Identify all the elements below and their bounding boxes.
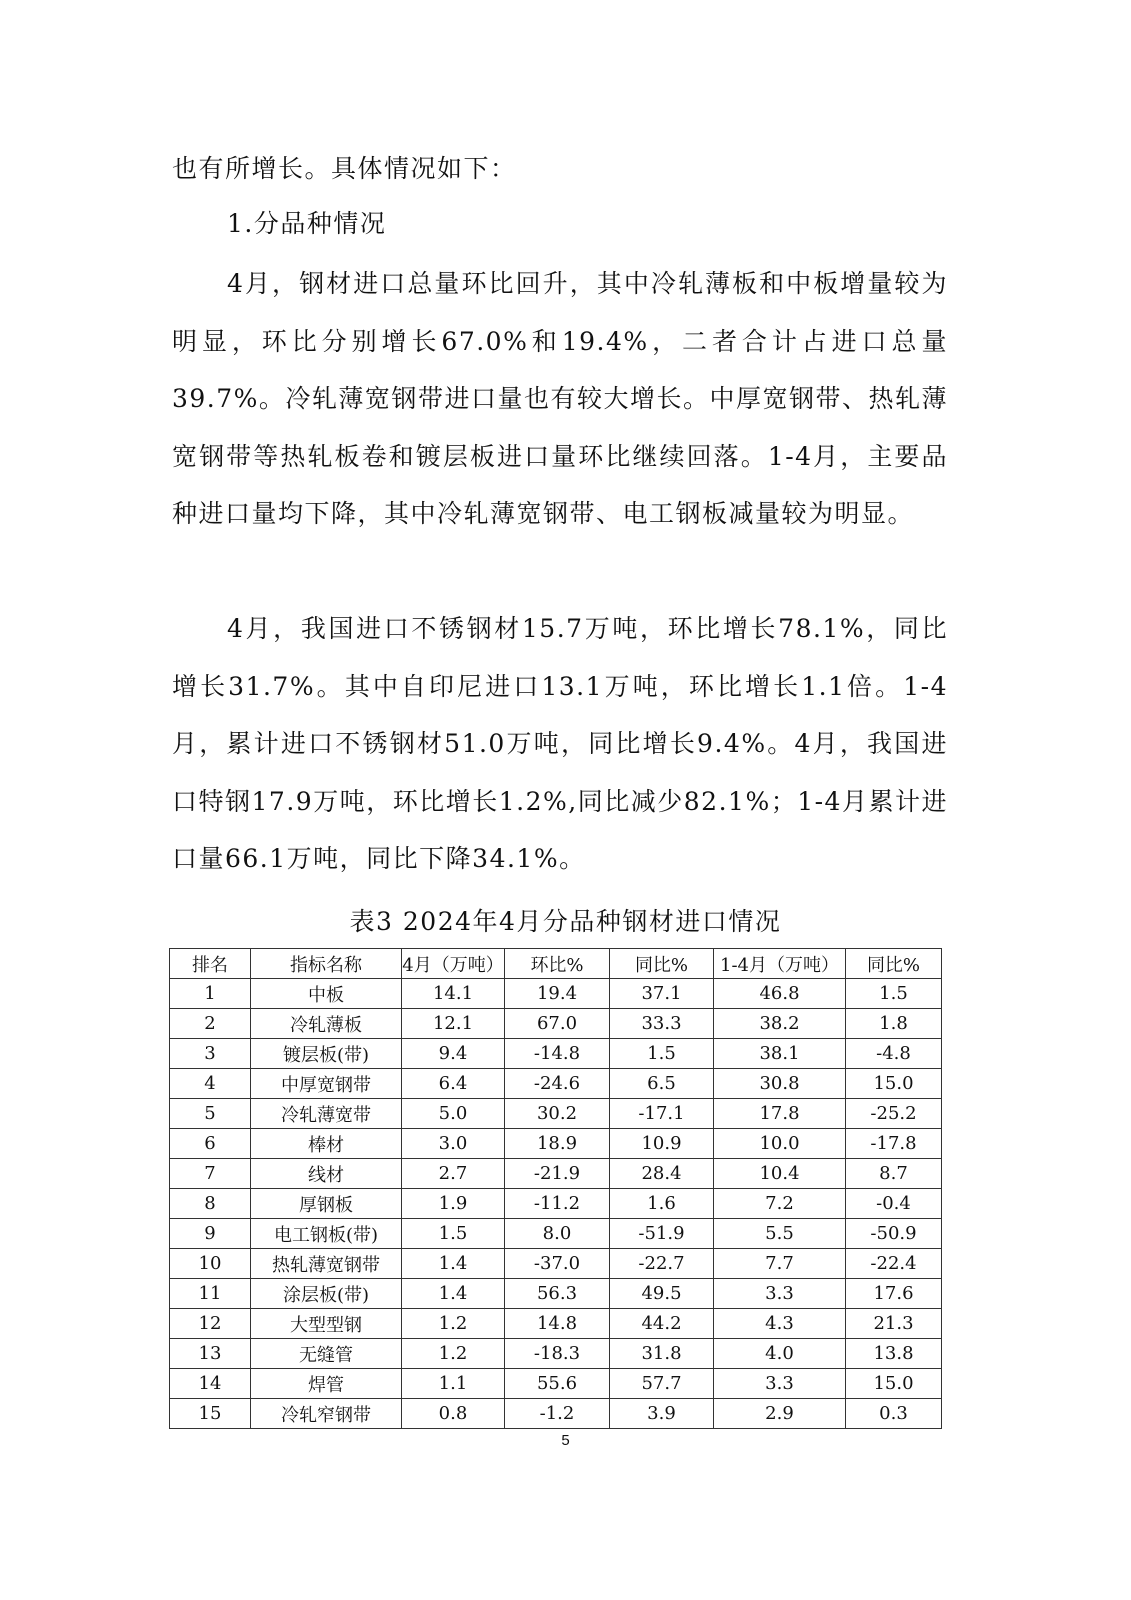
rank-cell: 12 <box>170 1309 251 1339</box>
intro-paragraph: 也有所增长。具体情况如下： <box>172 154 517 183</box>
name-cell: 厚钢板 <box>251 1189 402 1219</box>
jan-apr-volume-cell: 38.1 <box>714 1039 846 1069</box>
section-heading: 1.分品种情况 <box>227 209 387 238</box>
mom-cell: 67.0 <box>505 1009 610 1039</box>
rank-cell: 1 <box>170 979 251 1009</box>
name-cell: 冷轧薄宽带 <box>251 1099 402 1129</box>
name-cell: 镀层板(带) <box>251 1039 402 1069</box>
variety-paragraph: 4月，钢材进口总量环比回升，其中冷轧薄板和中板增量较为明显，环比分别增长67.0%和19.4%，二者合计占进口总量39.7%。冷轧薄宽钢带进口量也有较大增长。中厚宽钢带、热轧薄宽钢带等热轧板卷和镀层板进口量环比继续回落。1-4月，主要品种进口量均下降，其中冷轧薄宽钢带、电工钢板减量较为明显。 <box>172 269 948 528</box>
april-volume-cell: 6.4 <box>402 1069 505 1099</box>
jan-apr-yoy-cell: -25.2 <box>846 1099 942 1129</box>
rank-cell: 14 <box>170 1369 251 1399</box>
name-cell: 电工钢板(带) <box>251 1219 402 1249</box>
rank-cell: 6 <box>170 1129 251 1159</box>
table-row <box>170 1339 942 1369</box>
table-row <box>170 1369 942 1399</box>
table-row <box>170 1159 942 1189</box>
yoy-cell: -51.9 <box>610 1219 714 1249</box>
name-cell: 无缝管 <box>251 1339 402 1369</box>
yoy-cell: 1.5 <box>610 1039 714 1069</box>
table-row <box>170 1009 942 1039</box>
name-cell: 冷轧薄板 <box>251 1009 402 1039</box>
table-row <box>170 1219 942 1249</box>
mom-cell: 56.3 <box>505 1279 610 1309</box>
jan-apr-volume-cell: 38.2 <box>714 1009 846 1039</box>
jan-apr-volume-cell: 4.0 <box>714 1339 846 1369</box>
jan-apr-volume-cell: 46.8 <box>714 979 846 1009</box>
yoy-cell: 49.5 <box>610 1279 714 1309</box>
name-cell: 中板 <box>251 979 402 1009</box>
april-volume-cell: 1.2 <box>402 1339 505 1369</box>
jan-apr-volume-cell: 3.3 <box>714 1279 846 1309</box>
mom-cell: -11.2 <box>505 1189 610 1219</box>
jan-apr-yoy-cell: 15.0 <box>846 1369 942 1399</box>
mom-cell: -37.0 <box>505 1249 610 1279</box>
steel-import-table <box>169 948 942 1429</box>
rank-cell: 9 <box>170 1219 251 1249</box>
yoy-cell: 1.6 <box>610 1189 714 1219</box>
yoy-cell: 10.9 <box>610 1129 714 1159</box>
yoy-cell: 44.2 <box>610 1309 714 1339</box>
april-volume-cell: 0.8 <box>402 1399 505 1429</box>
jan-apr-yoy-cell: 1.5 <box>846 979 942 1009</box>
jan-apr-volume-cell: 5.5 <box>714 1219 846 1249</box>
rank-cell: 11 <box>170 1279 251 1309</box>
table-row <box>170 1129 942 1159</box>
table-row <box>170 979 942 1009</box>
jan-apr-volume-cell: 4.3 <box>714 1309 846 1339</box>
april-volume-cell: 1.2 <box>402 1309 505 1339</box>
table-row <box>170 1279 942 1309</box>
yoy-cell: 31.8 <box>610 1339 714 1369</box>
april-volume-cell: 1.9 <box>402 1189 505 1219</box>
april-volume-cell: 9.4 <box>402 1039 505 1069</box>
april-volume-cell: 1.4 <box>402 1279 505 1309</box>
rank-cell: 13 <box>170 1339 251 1369</box>
header-indicator-name: 指标名称 <box>251 949 402 979</box>
jan-apr-volume-cell: 3.3 <box>714 1369 846 1399</box>
header-april-volume: 4月（万吨） <box>402 949 505 979</box>
mom-cell: 14.8 <box>505 1309 610 1339</box>
jan-apr-volume-cell: 10.0 <box>714 1129 846 1159</box>
april-volume-cell: 2.7 <box>402 1159 505 1189</box>
jan-apr-yoy-cell: -22.4 <box>846 1249 942 1279</box>
header-jan-apr-volume: 1-4月（万吨） <box>714 949 846 979</box>
header-jan-apr-yoy: 同比% <box>846 949 942 979</box>
jan-apr-yoy-cell: -0.4 <box>846 1189 942 1219</box>
mom-cell: 8.0 <box>505 1219 610 1249</box>
name-cell: 中厚宽钢带 <box>251 1069 402 1099</box>
name-cell: 热轧薄宽钢带 <box>251 1249 402 1279</box>
yoy-cell: 28.4 <box>610 1159 714 1189</box>
name-cell: 涂层板(带) <box>251 1279 402 1309</box>
april-volume-cell: 3.0 <box>402 1129 505 1159</box>
header-rank: 排名 <box>170 949 251 979</box>
jan-apr-yoy-cell: -4.8 <box>846 1039 942 1069</box>
mom-cell: -24.6 <box>505 1069 610 1099</box>
april-volume-cell: 14.1 <box>402 979 505 1009</box>
mom-cell: -21.9 <box>505 1159 610 1189</box>
header-yoy-change: 同比% <box>610 949 714 979</box>
rank-cell: 8 <box>170 1189 251 1219</box>
yoy-cell: 6.5 <box>610 1069 714 1099</box>
table-caption: 表3 2024年4月分品种钢材进口情况 <box>349 907 782 936</box>
mom-cell: 18.9 <box>505 1129 610 1159</box>
april-volume-cell: 1.4 <box>402 1249 505 1279</box>
table-body <box>170 979 942 1429</box>
rank-cell: 10 <box>170 1249 251 1279</box>
rank-cell: 4 <box>170 1069 251 1099</box>
jan-apr-volume-cell: 2.9 <box>714 1399 846 1429</box>
yoy-cell: 33.3 <box>610 1009 714 1039</box>
jan-apr-volume-cell: 17.8 <box>714 1099 846 1129</box>
jan-apr-yoy-cell: 21.3 <box>846 1309 942 1339</box>
name-cell: 棒材 <box>251 1129 402 1159</box>
table-row <box>170 1189 942 1219</box>
yoy-cell: 37.1 <box>610 979 714 1009</box>
rank-cell: 15 <box>170 1399 251 1429</box>
name-cell: 焊管 <box>251 1369 402 1399</box>
april-volume-cell: 1.5 <box>402 1219 505 1249</box>
rank-cell: 7 <box>170 1159 251 1189</box>
header-mom-change: 环比% <box>505 949 610 979</box>
table-row <box>170 1399 942 1429</box>
april-volume-cell: 1.1 <box>402 1369 505 1399</box>
jan-apr-yoy-cell: 15.0 <box>846 1069 942 1099</box>
jan-apr-volume-cell: 30.8 <box>714 1069 846 1099</box>
page-number: 5 <box>561 1432 570 1449</box>
name-cell: 大型型钢 <box>251 1309 402 1339</box>
jan-apr-yoy-cell: 13.8 <box>846 1339 942 1369</box>
table-row <box>170 1069 942 1099</box>
name-cell: 线材 <box>251 1159 402 1189</box>
yoy-cell: -17.1 <box>610 1099 714 1129</box>
jan-apr-yoy-cell: -17.8 <box>846 1129 942 1159</box>
mom-cell: 19.4 <box>505 979 610 1009</box>
jan-apr-yoy-cell: 0.3 <box>846 1399 942 1429</box>
yoy-cell: 3.9 <box>610 1399 714 1429</box>
mom-cell: 30.2 <box>505 1099 610 1129</box>
jan-apr-volume-cell: 7.2 <box>714 1189 846 1219</box>
table-row <box>170 1249 942 1279</box>
name-cell: 冷轧窄钢带 <box>251 1399 402 1429</box>
table-row <box>170 1099 942 1129</box>
jan-apr-volume-cell: 7.7 <box>714 1249 846 1279</box>
jan-apr-yoy-cell: -50.9 <box>846 1219 942 1249</box>
jan-apr-volume-cell: 10.4 <box>714 1159 846 1189</box>
mom-cell: 55.6 <box>505 1369 610 1399</box>
jan-apr-yoy-cell: 17.6 <box>846 1279 942 1309</box>
yoy-cell: -22.7 <box>610 1249 714 1279</box>
rank-cell: 5 <box>170 1099 251 1129</box>
rank-cell: 2 <box>170 1009 251 1039</box>
april-volume-cell: 5.0 <box>402 1099 505 1129</box>
table-row <box>170 1039 942 1069</box>
table-header-row <box>170 949 942 979</box>
table-row <box>170 1309 942 1339</box>
jan-apr-yoy-cell: 8.7 <box>846 1159 942 1189</box>
mom-cell: -14.8 <box>505 1039 610 1069</box>
mom-cell: -18.3 <box>505 1339 610 1369</box>
stainless-steel-paragraph: 4月，我国进口不锈钢材15.7万吨，环比增长78.1%，同比增长31.7%。其中自印尼进口13.1万吨，环比增长1.1倍。1-4月，累计进口不锈钢材51.0万吨，同比增长9.4%。4月，我国进口特钢17.9万吨，环比增长1.2%,同比减少82.1%；1-4月累计进口量66.1万吨，同比下降34.1%。 <box>172 614 948 873</box>
april-volume-cell: 12.1 <box>402 1009 505 1039</box>
mom-cell: -1.2 <box>505 1399 610 1429</box>
jan-apr-yoy-cell: 1.8 <box>846 1009 942 1039</box>
yoy-cell: 57.7 <box>610 1369 714 1399</box>
rank-cell: 3 <box>170 1039 251 1069</box>
